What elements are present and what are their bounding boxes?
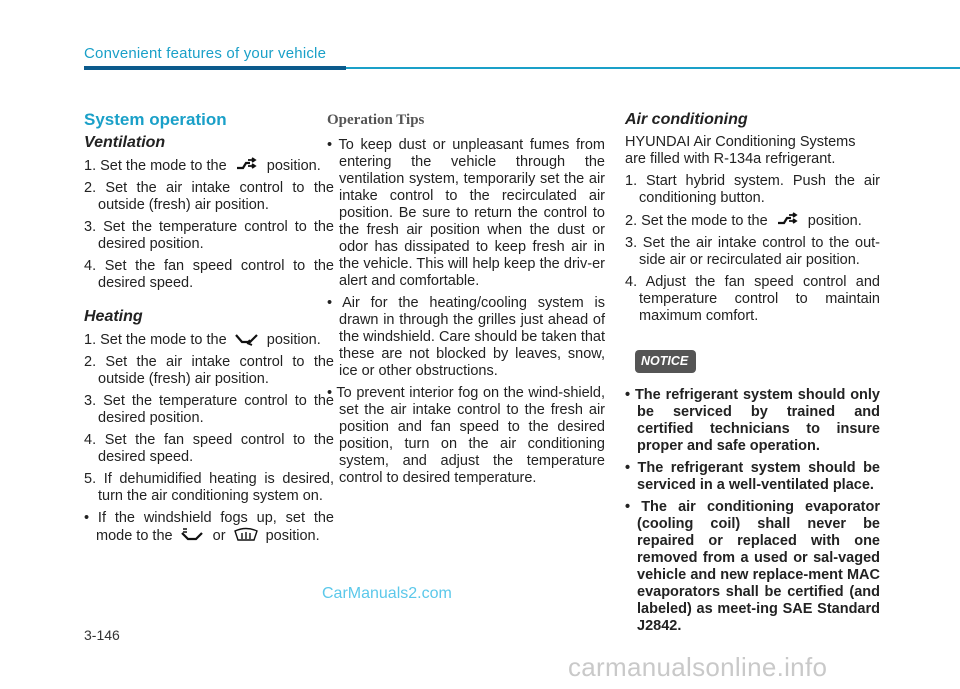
notice-bullet-1: • The refrigerant system should only be serviced by trained and certified technicians to insure proper and safe operation. [625,387,880,454]
ventilation-step-1: 1. Set the mode to the position. [84,158,321,174]
heating-step-1: 1. Set the mode to the position. [84,332,321,348]
notice-bullet-2: • The refrigerant system should be serviced in a well-ventilated place. [625,460,880,493]
section-title: System operation [84,110,227,129]
header-rule-light [346,67,960,69]
tip-bullet-2: • Air for the heating/cooling system is drawn in through the grilles just ahead of the windshield. Care should be taken that these are not blocked by leaves, snow, ice or other obstructions. [327,295,606,379]
column-3 [625,108,880,640]
heating-bullet-fog: • If the windshield fogs up, set the mode to the or position. [84,510,334,544]
windshield-defrost-icon [232,527,260,542]
tip-bullet-3: • To prevent interior fog on the wind-shield, set the air intake control to the fresh air position and fan speed to the desired position, turn on the air conditioning system, and adjust the temperature control to desired temperature. [327,385,605,486]
ventilation-step-3: 3. Set the temperature control to the desired position. [84,219,334,252]
ac-step-1: 1. Start hybrid system. Push the air conditioning button. [625,173,880,206]
heating-step-3: 3. Set the temperature control to the desired position. [84,393,334,426]
air-conditioning-heading: Air conditioning [625,111,748,128]
heating-step-5: 5. If dehumidified heating is desired, turn the air conditioning system on. [84,471,334,504]
tip-bullet-1: • To keep dust or unpleasant fumes from entering the vehicle through the ventilation system, temporarily set the air intake control to the recirculated air position. Be sure to return the control to the fresh air position when the dust or odor has dissipated to keep fresh air in the vehicle. This will help keep the driv-er alert and comfortable. [327,137,605,289]
floor-mode-icon [233,331,261,346]
page-number: 3-146 [84,627,120,643]
floor-defrost-mode-icon [179,527,207,542]
footer-watermark: carmanualsonline.info [568,652,828,682]
heating-step-4: 4. Set the fan speed control to the desired speed. [84,432,334,465]
notice-bullet-3: • The air conditioning evaporator (cooling coil) shall never be repaired or replaced with one removed from a used or sal-vaged vehicle and new replace-ment MAC evaporators shall be certified (and labeled) as meet-ing SAE Standard J2842. [625,499,880,634]
watermark-link[interactable]: CarManuals2.com [322,585,452,602]
ac-step-2: 2. Set the mode to the position. [625,213,862,229]
header-title: Convenient features of your vehicle [84,45,327,62]
ventilation-heading: Ventilation [84,134,166,151]
column-1 [84,108,334,550]
ventilation-step-2: 2. Set the air intake control to the outside (fresh) air position. [84,180,334,213]
operation-tips-title: Operation Tips [327,112,425,128]
heating-heading: Heating [84,308,143,325]
face-vent-mode-icon [774,212,802,227]
heating-step-2: 2. Set the air intake control to the outside (fresh) air position. [84,354,334,387]
ac-step-4: 4. Adjust the fan speed control and temperature control to maintain maximum comfort. [625,274,880,324]
ventilation-step-4: 4. Set the fan speed control to the desired speed. [84,258,334,291]
header-rule-dark [84,66,346,70]
ac-intro: HYUNDAI Air Conditioning Systems are filled with R-134a refrigerant. [625,134,856,167]
ac-step-3: 3. Set the air intake control to the out-side air or recirculated air position. [625,235,880,268]
notice-badge: NOTICE [635,350,696,373]
face-vent-mode-icon [233,157,261,172]
column-2 [327,108,605,492]
